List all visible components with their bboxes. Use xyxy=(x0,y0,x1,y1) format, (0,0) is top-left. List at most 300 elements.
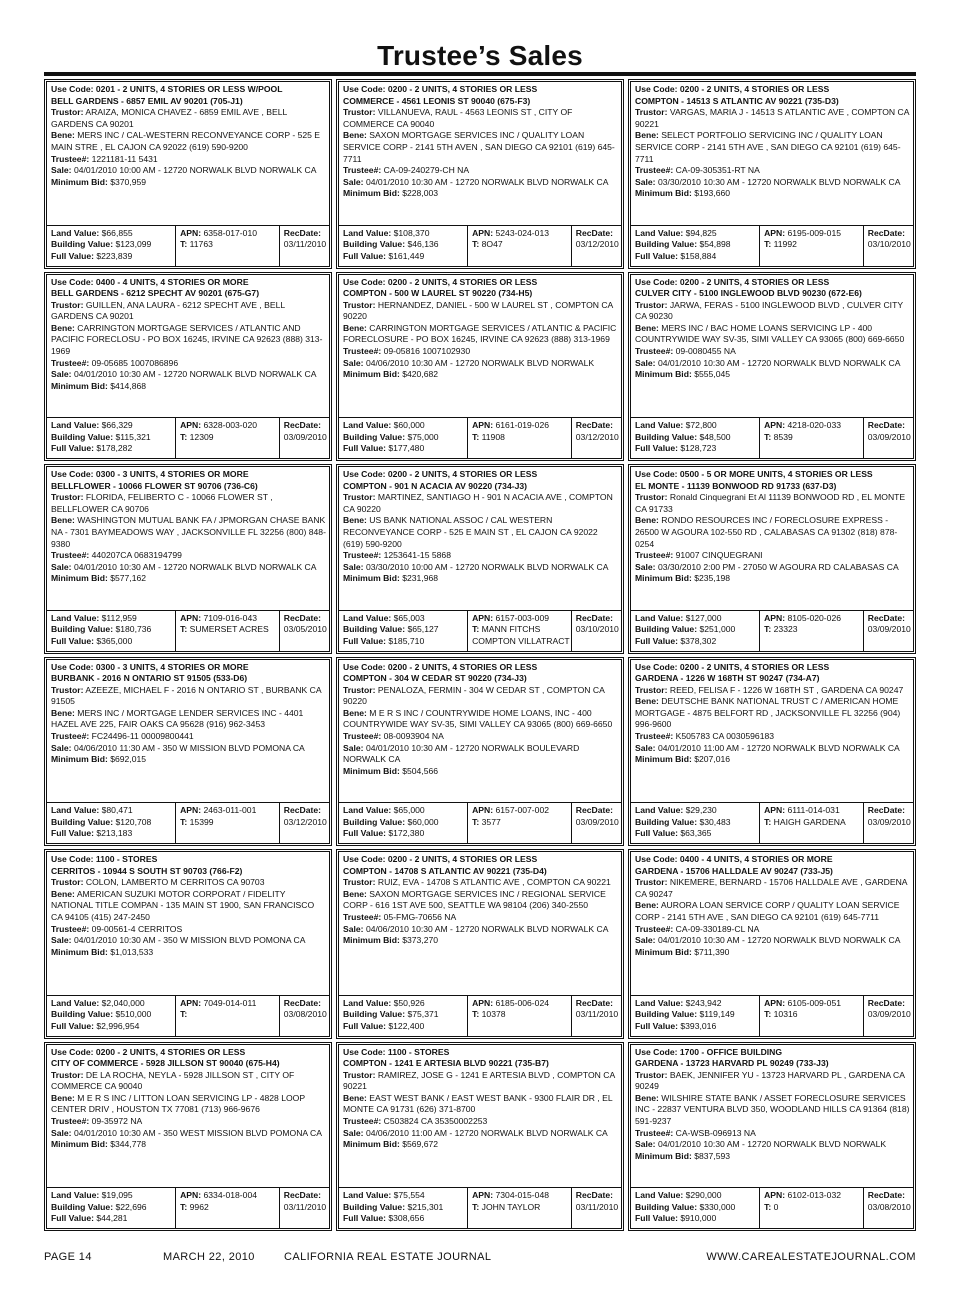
trustee-value: CA-09-240279-CH NA xyxy=(383,165,470,176)
trustee-line xyxy=(343,346,618,358)
listing-card xyxy=(628,657,916,847)
trustor-line xyxy=(635,300,910,323)
sale-label: Sale: xyxy=(51,561,72,572)
listing-values xyxy=(47,225,329,266)
trustee-line xyxy=(635,924,910,936)
trustor-line xyxy=(635,685,910,697)
bene-value: AURORA LOAN SERVICE CORP / QUALITY LOAN SERVICE CORP - 2141 5TH AVE , SAN DIEGO CA 92101 (619) 645-7711 xyxy=(635,900,900,922)
bene-line xyxy=(51,130,326,153)
listing-values xyxy=(339,802,621,843)
trustee-label: Trustee#: xyxy=(635,1127,674,1138)
min-bid-label: Minimum Bid: xyxy=(343,573,400,584)
bene-label: Bene: xyxy=(635,515,659,526)
trustor-line xyxy=(343,1070,618,1093)
trustor-value: JARWA, FERAS - 5100 INGLEWOOD BLVD , CULVER CITY CA 90230 xyxy=(635,299,903,322)
recdate-value: 03/09/2010 xyxy=(867,624,911,635)
trustee-line xyxy=(51,358,326,370)
land-value: $29,230 xyxy=(685,805,717,815)
tract-line xyxy=(764,239,863,251)
sale-label: Sale: xyxy=(51,935,72,946)
trustee-label: Trustee#: xyxy=(635,923,674,934)
recdate-label: RecDate: xyxy=(575,420,614,430)
building-value-line xyxy=(343,239,467,251)
min-bid-line xyxy=(343,1139,618,1151)
min-bid-label: Minimum Bid: xyxy=(51,380,108,391)
building-value-line xyxy=(343,1009,467,1021)
tract-label: T: xyxy=(180,1009,188,1020)
sale-value: 04/01/2010 10:30 AM - 12720 NORWALK BLVD NORWALK CA xyxy=(657,935,901,946)
min-bid-line xyxy=(635,1151,910,1163)
sale-value: 03/30/2010 2:00 PM - 27050 W AGOURA RD CALABASAS CA xyxy=(657,561,899,572)
tract-value: 12309 xyxy=(189,431,214,442)
bene-line xyxy=(635,1093,910,1128)
trustee-value: C503824 CA 35350002253 xyxy=(383,1116,488,1127)
min-bid-value: $569,672 xyxy=(402,1139,439,1150)
trustor-value: Ronald Cinquegrani Et Al 11139 BONWOOD RD , EL MONTE CA 91733 xyxy=(635,492,906,514)
land-value-line xyxy=(51,1190,175,1202)
trustee-line xyxy=(635,1128,910,1140)
min-bid-line xyxy=(635,188,910,200)
min-bid-value: $692,015 xyxy=(110,754,147,765)
use-code: Use Code: 0200 - 2 UNITS, 4 STORIES OR LESS xyxy=(51,1046,246,1057)
trustee-line xyxy=(51,731,326,743)
bene-value: WASHINGTON MUTUAL BANK FA / JPMORGAN CHASE BANK NA - 7301 BAYMEADOWS WAY , JACKSONVILLE FL 32256 (800) 848-9380 xyxy=(51,515,326,549)
min-bid-value: $235,198 xyxy=(694,573,731,584)
land-value-line xyxy=(343,228,467,240)
recdate-value: 03/12/2010 xyxy=(575,431,619,442)
building-label: Building Value: xyxy=(51,816,114,827)
apn-line xyxy=(764,1190,863,1202)
sale-label: Sale: xyxy=(343,1127,364,1138)
values-col xyxy=(339,611,468,651)
recdate-label-line xyxy=(284,998,329,1010)
full-value-line xyxy=(635,828,759,840)
trustee-label: Trustee#: xyxy=(51,923,90,934)
tract-label: T: xyxy=(764,1009,772,1020)
property-address: COMPTON - 901 N ACACIA AV 90220 (734-J3) xyxy=(343,480,528,491)
recdate-col xyxy=(280,996,329,1036)
recdate-label-line xyxy=(868,228,913,240)
min-bid-value: $344,778 xyxy=(110,1139,147,1150)
bene-value: MERS INC / CAL-WESTERN RECONVEYANCE CORP - 525 E MAIN STRE , EL CAJON CA 92022 (619) 590-9200 xyxy=(51,130,321,152)
building-value-line xyxy=(343,1202,467,1214)
full-value-line xyxy=(343,1213,467,1225)
apn-line xyxy=(472,420,571,432)
min-bid-value: $504,566 xyxy=(402,765,439,776)
full-value-line xyxy=(343,828,467,840)
recdate-label-line xyxy=(868,805,913,817)
land-value: $94,825 xyxy=(685,227,717,238)
property-address: GARDENA - 1226 W 168TH ST 90247 (734-A7) xyxy=(635,673,820,684)
recdate-label-line xyxy=(576,805,621,817)
use-code: Use Code: 0300 - 3 UNITS, 4 STORIES OR MORE xyxy=(51,661,249,672)
min-bid-label: Minimum Bid: xyxy=(343,935,400,946)
tract-line xyxy=(472,624,571,647)
bene-value: WILSHIRE STATE BANK / ASSET FORECLOSURE SERVICES INC - 22837 VENTURA BLVD 350, WOODLAND HILLS CA 91364 (818) 591-9237 xyxy=(635,1092,910,1127)
trustee-label: Trustee#: xyxy=(343,346,382,357)
full-value: $213,183 xyxy=(96,828,133,839)
building-value-line xyxy=(51,1009,175,1021)
sale-label: Sale: xyxy=(343,561,364,572)
full-label: Full Value: xyxy=(635,1213,678,1224)
full-value-line xyxy=(343,1021,467,1033)
recdate-col xyxy=(864,418,913,458)
tract-label: T: xyxy=(472,239,480,250)
bene-label: Bene: xyxy=(51,322,75,333)
use-code: Use Code: 0200 - 2 UNITS, 4 STORIES OR LESS xyxy=(635,84,830,94)
values-col xyxy=(47,803,176,843)
sale-label: Sale: xyxy=(343,923,364,934)
listing-values xyxy=(339,417,621,458)
tract-line xyxy=(472,239,571,251)
tract-label: T: xyxy=(472,1201,480,1212)
listing-card xyxy=(628,849,916,1039)
land-value: $75,554 xyxy=(393,1190,425,1200)
full-value-line xyxy=(51,1021,175,1033)
tract-label: T: xyxy=(472,431,480,442)
bene-label: Bene: xyxy=(51,515,75,526)
listing-values xyxy=(47,417,329,458)
trustee-value: CA-09-330189-CL NA xyxy=(675,923,760,934)
sale-line xyxy=(343,358,618,370)
trustee-value: 09-05816 1007102930 xyxy=(383,346,471,357)
building-label: Building Value: xyxy=(343,1201,406,1212)
full-label: Full Value: xyxy=(343,443,386,454)
recdate-col xyxy=(280,803,329,843)
land-label: Land Value: xyxy=(51,227,100,238)
property-address: GARDENA - 15706 HALLDALE AV 90247 (733-J5) xyxy=(635,865,833,876)
bene-line xyxy=(51,515,326,550)
recdate-label: RecDate: xyxy=(283,227,322,238)
sale-value: 03/30/2010 10:30 AM - 12720 NORWALK BLVD NORWALK CA xyxy=(657,176,901,187)
sale-value: 04/06/2010 11:30 AM - 350 W MISSION BLVD POMONA CA xyxy=(73,742,305,753)
apn-line xyxy=(764,613,863,625)
min-bid-label: Minimum Bid: xyxy=(51,754,108,765)
land-value: $66,329 xyxy=(101,420,133,430)
apn-value: 6334-018-004 xyxy=(203,1190,258,1200)
building-value: $65,127 xyxy=(407,624,439,635)
trustor-value: AZEEZE, MICHAEL F - 2016 N ONTARIO ST , BURBANK CA 91505 xyxy=(51,684,322,707)
building-value: $46,136 xyxy=(407,239,439,250)
tract-label: T: xyxy=(764,816,772,827)
listings-grid xyxy=(44,79,916,1231)
trustee-value: 09-0080455 NA xyxy=(675,346,736,357)
apn-value: 6111-014-031 xyxy=(787,805,840,815)
tract-value: 11763 xyxy=(189,239,213,250)
tract-label: T: xyxy=(472,816,480,827)
apn-label: APN: xyxy=(472,612,494,623)
building-value: $215,301 xyxy=(407,1201,444,1212)
tract-label: T: xyxy=(180,624,188,635)
apn-label: APN: xyxy=(764,805,786,815)
listing-values xyxy=(631,802,913,843)
recdate-col xyxy=(864,226,913,266)
sale-label: Sale: xyxy=(635,357,656,368)
apn-label: APN: xyxy=(472,1190,494,1200)
recdate-label: RecDate: xyxy=(867,420,906,430)
recdate-value: 03/08/2010 xyxy=(283,1009,327,1020)
recdate-label: RecDate: xyxy=(575,997,614,1008)
min-bid-line xyxy=(343,935,618,947)
land-label: Land Value: xyxy=(343,805,392,815)
bene-line xyxy=(51,1093,326,1116)
sale-label: Sale: xyxy=(51,165,72,176)
listing-card xyxy=(44,1042,332,1232)
apn-line xyxy=(764,420,863,432)
building-label: Building Value: xyxy=(343,239,406,250)
trustee-line xyxy=(343,1116,618,1128)
trustor-value: VILLANUEVA, RAUL - 4563 LEONIS ST , CITY OF COMMERCE CA 90040 xyxy=(343,107,573,129)
building-value-line xyxy=(635,432,759,444)
trustee-value: K505783 CA 0030596183 xyxy=(675,731,775,742)
building-value-line xyxy=(51,624,175,636)
apn-label: APN: xyxy=(764,1190,786,1200)
apn-value: 5243-024-013 xyxy=(495,227,550,238)
building-value: $119,149 xyxy=(699,1009,735,1020)
trustee-line xyxy=(343,165,618,177)
apn-value: 7304-015-048 xyxy=(495,1190,550,1200)
full-label: Full Value: xyxy=(635,635,678,646)
land-value-line xyxy=(51,228,175,240)
listing-values xyxy=(631,610,913,651)
sale-value: 04/01/2010 10:30 AM - 12720 NORWALK BLVD NORWALK CA xyxy=(73,369,317,380)
tract-label: T: xyxy=(764,624,772,635)
building-value: $120,708 xyxy=(115,816,152,827)
recdate-label: RecDate: xyxy=(283,420,322,430)
apn-line xyxy=(764,228,863,240)
sale-label: Sale: xyxy=(343,742,364,753)
bene-line xyxy=(343,323,618,346)
building-label: Building Value: xyxy=(51,1201,114,1212)
trustor-line xyxy=(635,877,910,900)
values-col xyxy=(631,803,760,843)
footer-date: MARCH 22, 2010 xyxy=(163,1251,255,1263)
recdate-value: 03/09/2010 xyxy=(283,431,327,442)
apn-col xyxy=(468,996,572,1036)
building-value: $22,696 xyxy=(115,1201,147,1212)
listing-values xyxy=(47,995,329,1036)
listing-values xyxy=(339,225,621,266)
tract-line xyxy=(180,1202,279,1214)
apn-value: 6157-007-002 xyxy=(495,805,550,815)
trustee-label: Trustee#: xyxy=(635,550,674,561)
apn-line xyxy=(472,1190,571,1202)
listing-body xyxy=(45,850,331,994)
bene-value: M E R S INC / LITTON LOAN SERVICING LP - 4828 LOOP CENTER DRIV , HOUSTON TX 77081 (713) 966-9676 xyxy=(51,1092,305,1115)
sale-line xyxy=(635,1139,910,1151)
bene-value: EAST WEST BANK / EAST WEST BANK - 9300 FLAIR DR , EL MONTE CA 91731 (626) 371-8700 xyxy=(343,1092,613,1115)
footer-url[interactable]: WWW.CAREALESTATEJOURNAL.COM xyxy=(706,1251,916,1263)
bene-label: Bene: xyxy=(343,1092,367,1103)
trustee-line xyxy=(51,924,326,936)
recdate-value: 03/09/2010 xyxy=(867,1009,911,1020)
use-code: Use Code: 0200 - 2 UNITS, 4 STORIES OR LESS xyxy=(343,661,538,672)
sale-line xyxy=(51,935,326,947)
apn-value: 6185-006-024 xyxy=(495,997,550,1008)
listing-values xyxy=(631,1187,913,1228)
full-value: $161,449 xyxy=(388,250,425,261)
apn-value: 6157-003-009 xyxy=(495,612,550,623)
recdate-label: RecDate: xyxy=(575,805,614,815)
recdate-col xyxy=(572,996,621,1036)
bene-label: Bene: xyxy=(51,130,75,141)
land-label: Land Value: xyxy=(343,1190,392,1200)
building-value-line xyxy=(343,432,467,444)
land-value-line xyxy=(51,805,175,817)
listing-values xyxy=(631,225,913,266)
trustee-line xyxy=(635,731,910,743)
apn-value: 2463-011-001 xyxy=(203,805,257,815)
bene-line xyxy=(635,900,910,923)
apn-label: APN: xyxy=(472,227,494,238)
listing-card xyxy=(628,1042,916,1232)
listing-card xyxy=(336,1042,624,1232)
listing-card xyxy=(336,464,624,654)
building-value: $75,371 xyxy=(407,1009,439,1020)
listing-body xyxy=(45,658,331,802)
trustee-value: 08-0093904 NA xyxy=(383,731,444,742)
min-bid-line xyxy=(343,766,618,778)
trustee-label: Trustee#: xyxy=(51,550,90,561)
recdate-value: 03/11/2010 xyxy=(575,1009,619,1020)
tract-label: T: xyxy=(472,1009,480,1020)
use-code: Use Code: 0500 - 5 OR MORE UNITS, 4 STORIES OR LESS xyxy=(635,469,873,479)
use-code: Use Code: 1100 - STORES xyxy=(51,854,158,864)
trustor-label: Trustor: xyxy=(635,1069,668,1080)
recdate-label-line xyxy=(576,998,621,1010)
property-address: GARDENA - 13723 HARVARD PL 90249 (733-J3) xyxy=(635,1058,829,1069)
land-label: Land Value: xyxy=(635,1190,684,1200)
sale-value: 04/01/2010 10:30 AM - 350 WEST MISSION BLVD POMONA CA xyxy=(73,1127,322,1138)
min-bid-line xyxy=(51,573,326,585)
sale-label: Sale: xyxy=(635,1139,656,1150)
listing-card xyxy=(44,272,332,462)
trustor-value: HERNANDEZ, DANIEL - 500 W LAUREL ST , COMPTON CA 90220 xyxy=(343,299,613,322)
apn-col xyxy=(760,226,864,266)
bene-label: Bene: xyxy=(635,130,659,141)
tract-value: HAIGH GARDENA xyxy=(773,816,846,827)
trustor-line xyxy=(343,685,618,708)
full-value: $365,000 xyxy=(96,635,133,646)
bene-label: Bene: xyxy=(343,130,367,141)
apn-value: 6102-013-032 xyxy=(787,1190,842,1200)
apn-col xyxy=(468,803,572,843)
apn-col xyxy=(468,611,572,651)
bene-line xyxy=(343,130,618,165)
building-label: Building Value: xyxy=(343,431,406,442)
values-col xyxy=(47,418,176,458)
full-value: $122,400 xyxy=(388,1020,425,1031)
listing-body xyxy=(45,1043,331,1187)
recdate-label: RecDate: xyxy=(283,1190,322,1200)
recdate-label-line xyxy=(868,420,913,432)
trustor-label: Trustor: xyxy=(635,492,668,503)
recdate-label-line xyxy=(284,1190,329,1202)
building-value-line xyxy=(635,1202,759,1214)
trustor-label: Trustor: xyxy=(343,299,376,310)
building-label: Building Value: xyxy=(51,624,114,635)
land-label: Land Value: xyxy=(51,612,100,623)
tract-value: 8O47 xyxy=(481,239,503,250)
min-bid-value: $414,868 xyxy=(110,380,147,391)
full-value: $308,656 xyxy=(388,1213,425,1224)
sale-value: 04/01/2010 10:30 AM - 350 W MISSION BLVD POMONA CA xyxy=(73,935,306,946)
trustee-label: Trustee#: xyxy=(51,1116,90,1127)
recdate-value: 03/05/2010 xyxy=(283,624,327,635)
trustor-label: Trustor: xyxy=(343,492,376,503)
building-label: Building Value: xyxy=(635,816,698,827)
bene-line xyxy=(343,515,618,550)
recdate-label: RecDate: xyxy=(867,227,906,238)
land-value: $65,000 xyxy=(393,805,425,815)
apn-value: 6161-019-026 xyxy=(495,420,550,430)
trustor-label: Trustor: xyxy=(635,299,668,310)
apn-col xyxy=(468,418,572,458)
land-value-line xyxy=(635,613,759,625)
trustee-line xyxy=(51,550,326,562)
min-bid-label: Minimum Bid: xyxy=(343,765,400,776)
full-label: Full Value: xyxy=(635,1020,678,1031)
sale-label: Sale: xyxy=(635,742,656,753)
apn-col xyxy=(176,803,280,843)
apn-col xyxy=(176,226,280,266)
recdate-value: 03/11/2010 xyxy=(575,1201,619,1212)
apn-label: APN: xyxy=(472,420,494,430)
tract-line xyxy=(764,432,863,444)
property-address: BELL GARDENS - 6857 EMIL AV 90201 (705-J1) xyxy=(51,95,243,106)
apn-value: 6358-017-010 xyxy=(203,227,258,238)
recdate-label: RecDate: xyxy=(283,612,322,623)
bene-line xyxy=(635,130,910,165)
min-bid-line xyxy=(343,369,618,381)
listing-body xyxy=(337,80,623,224)
full-label: Full Value: xyxy=(343,1213,386,1224)
apn-line xyxy=(472,998,571,1010)
tract-value: 8539 xyxy=(773,431,793,442)
apn-line xyxy=(472,613,571,625)
trustee-line xyxy=(635,346,910,358)
full-value: $223,839 xyxy=(96,250,133,261)
trustee-label: Trustee#: xyxy=(343,165,382,176)
tract-value: 10378 xyxy=(481,1009,506,1020)
land-value-line xyxy=(635,1190,759,1202)
min-bid-label: Minimum Bid: xyxy=(51,176,108,187)
recdate-label-line xyxy=(284,805,329,817)
bene-label: Bene: xyxy=(51,888,75,899)
tract-line xyxy=(764,1009,863,1021)
sale-value: 04/06/2010 11:00 AM - 12720 NORWALK BLVD NORWALK CA xyxy=(365,1127,608,1138)
bene-value: M E R S INC / COUNTRYWIDE HOME LOANS, INC - 400 COUNTRYWIDE WAY SV-35, SIMI VALLEY CA 93065 (800) 669-6650 xyxy=(343,707,613,730)
apn-value: 6105-009-051 xyxy=(787,997,842,1008)
values-col xyxy=(631,418,760,458)
listing-card xyxy=(44,464,332,654)
building-value: $123,099 xyxy=(115,239,152,250)
apn-col xyxy=(760,611,864,651)
full-label: Full Value: xyxy=(51,1020,94,1031)
sale-value: 04/01/2010 10:30 AM - 12720 NORWALK BLVD NORWALK CA xyxy=(657,357,901,368)
full-value: $910,000 xyxy=(680,1213,717,1224)
trustor-line xyxy=(343,300,618,323)
tract-line xyxy=(472,1009,571,1021)
tract-value: MANN FITCHS COMPTON VILLATRACT xyxy=(472,624,570,646)
recdate-label: RecDate: xyxy=(867,1190,906,1200)
land-value-line xyxy=(343,420,467,432)
full-value-line xyxy=(343,636,467,648)
sale-label: Sale: xyxy=(635,561,656,572)
min-bid-value: $373,270 xyxy=(402,935,439,946)
apn-label: APN: xyxy=(472,997,494,1008)
recdate-label-line xyxy=(576,228,621,240)
